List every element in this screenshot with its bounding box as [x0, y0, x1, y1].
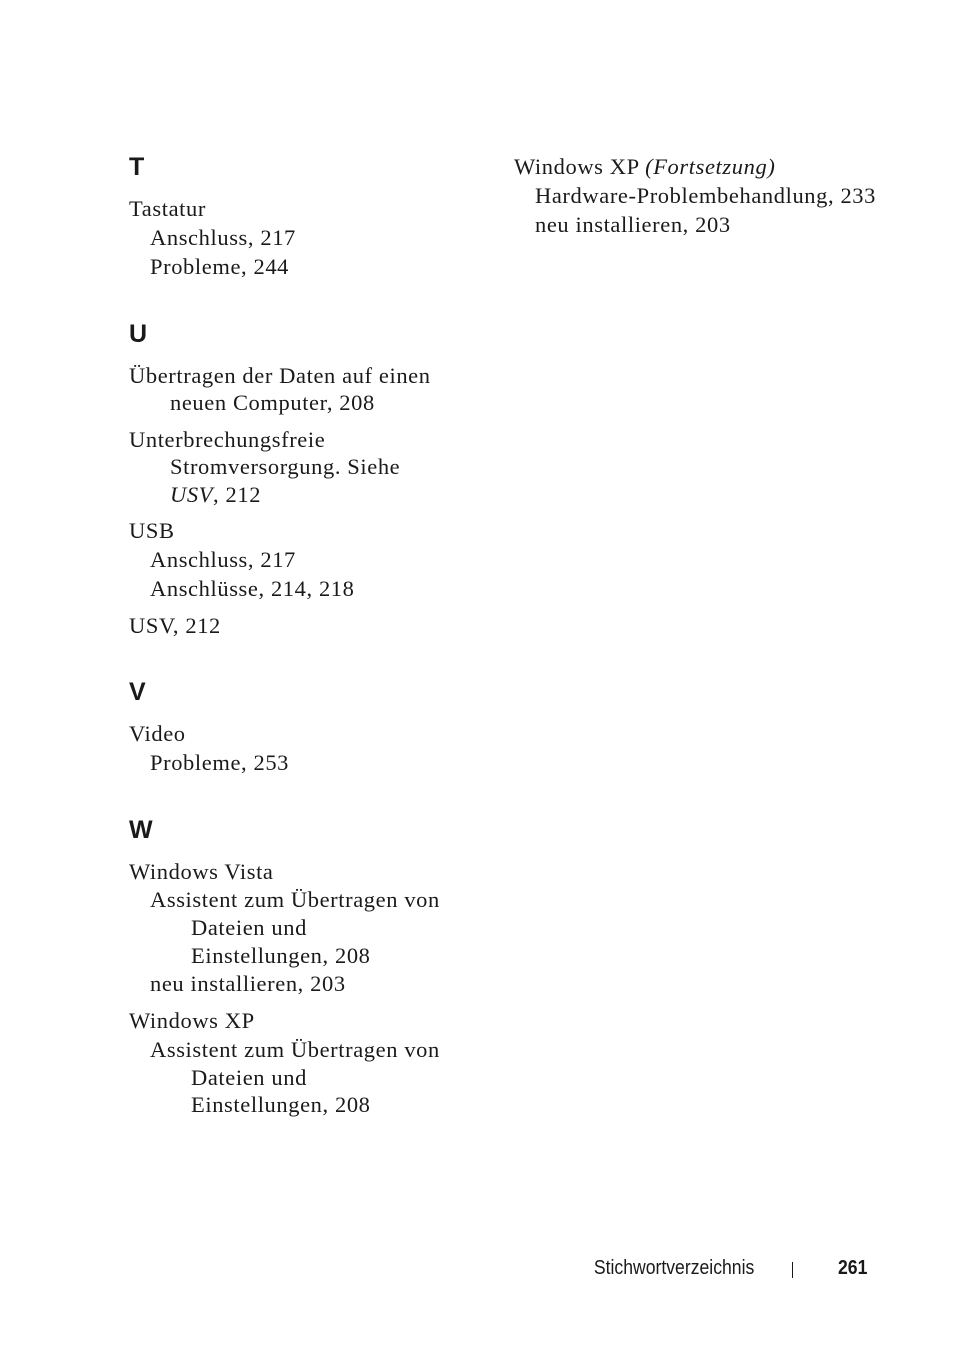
section-letter: T: [129, 153, 145, 181]
index-entry: [129, 858, 489, 999]
index-entry: [129, 426, 489, 509]
entry-subterm: Hardware-Problembehandlung, 233: [535, 182, 877, 208]
section-letter: V: [129, 678, 146, 706]
continuation-note: (Fortsetzung): [645, 154, 776, 179]
footer-divider: [792, 1262, 793, 1278]
entry-term: Video: [129, 721, 186, 746]
page-footer: [0, 1255, 954, 1283]
entry-subterm-continuation: Dateien und: [191, 915, 307, 940]
index-column-right: [514, 153, 877, 248]
entry-term: Tastatur: [129, 196, 206, 221]
entry-subterm: Assistent zum Übertragen von: [150, 1036, 440, 1062]
cross-reference: USV: [170, 481, 214, 507]
entry-subterm-continuation: Einstellungen, 208: [191, 942, 371, 968]
entry-term-continuation: [129, 481, 489, 509]
entry-subterm-continuation: Dateien und: [191, 1064, 307, 1090]
index-section-v: [129, 677, 489, 777]
entry-term: [514, 153, 874, 181]
entry-subterm: neu installieren, 203: [535, 211, 731, 237]
entry-subterm: Anschluss, 217: [150, 546, 296, 572]
index-entry: [129, 1007, 489, 1119]
entry-subterm: Probleme, 253: [150, 749, 290, 775]
entry-term: Windows Vista: [129, 858, 274, 884]
index-section-u: [129, 319, 489, 640]
index-column-left: [129, 152, 489, 1128]
section-letter: U: [129, 319, 148, 348]
entry-subterm: Anschlüsse, 214, 218: [150, 575, 355, 601]
index-section-t: [129, 152, 489, 281]
section-letter: W: [129, 815, 153, 844]
entry-subterm: Anschluss, 217: [150, 224, 296, 250]
entry-subterm: Probleme, 244: [150, 253, 290, 279]
entry-subterm: neu installieren, 203: [150, 971, 346, 996]
entry-term-continuation: Stromversorgung. Siehe: [170, 454, 401, 479]
index-entry: [129, 195, 489, 281]
index-entry: [514, 153, 877, 239]
index-entry: [129, 720, 489, 777]
page-reference: , 212: [213, 481, 262, 507]
entry-term: USV, 212: [129, 612, 221, 638]
page-number: 261: [837, 1257, 867, 1279]
entry-term-text: Windows XP: [514, 154, 646, 179]
footer-section-title: Stichwortverzeichnis: [593, 1257, 754, 1279]
entry-subterm-continuation: Einstellungen, 208: [191, 1092, 371, 1117]
entry-term: Übertragen der Daten auf einen: [129, 362, 431, 388]
index-entry: [129, 517, 489, 603]
index-entry: [129, 362, 489, 417]
entry-term: Windows XP: [129, 1008, 255, 1033]
index-entry: [129, 612, 489, 640]
entry-subterm: Assistent zum Übertragen von: [150, 887, 440, 912]
entry-term: USB: [129, 518, 175, 543]
entry-term-continuation: neuen Computer, 208: [170, 390, 375, 415]
index-section-w: [129, 815, 489, 1119]
entry-term: Unterbrechungsfreie: [129, 426, 326, 452]
